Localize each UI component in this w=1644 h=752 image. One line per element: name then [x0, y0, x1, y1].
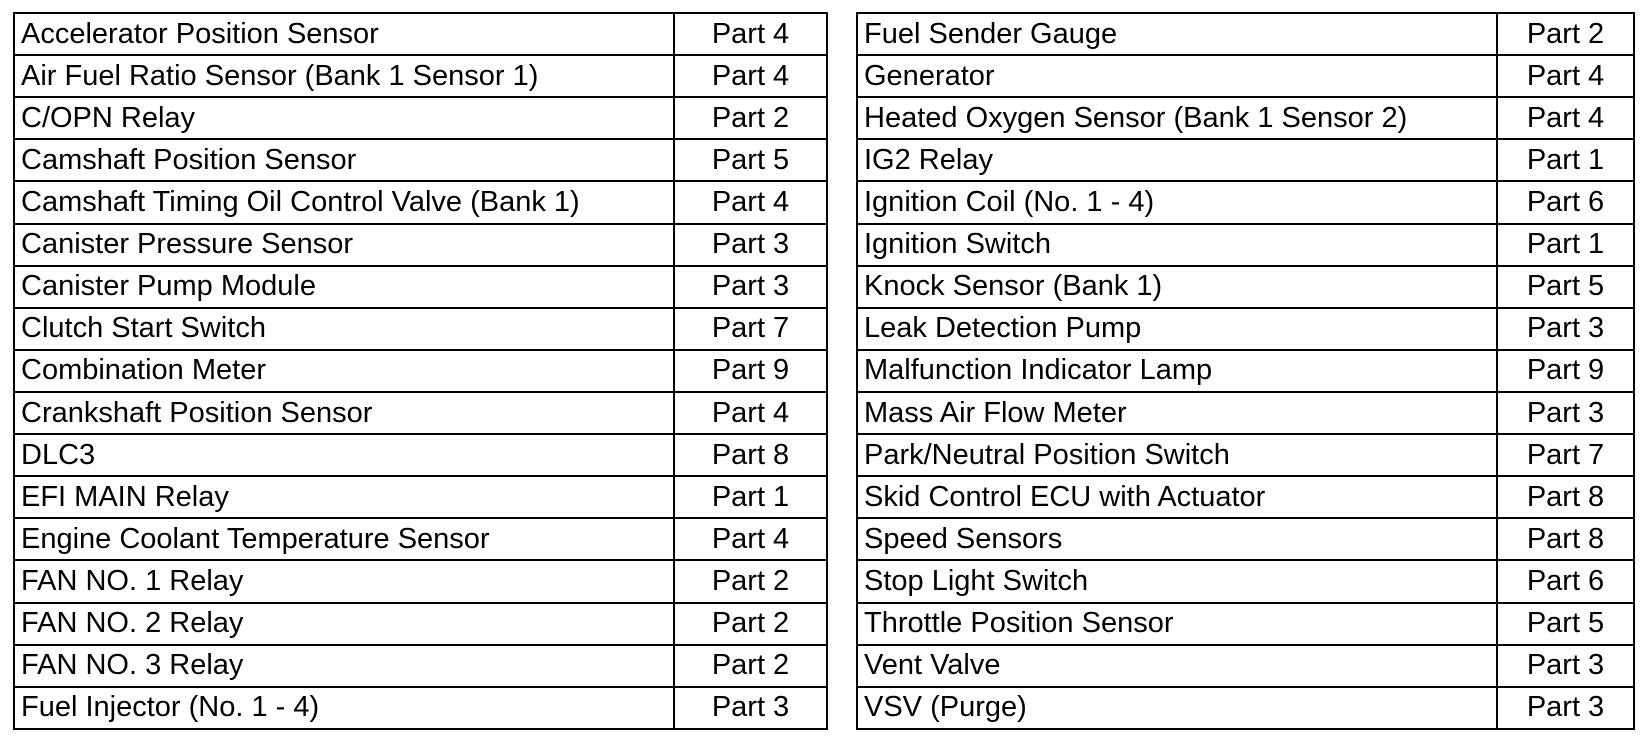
table-row [857, 55, 1634, 97]
part-number: Part 4 [674, 13, 827, 55]
component-table-left [13, 12, 828, 730]
table-row [857, 476, 1634, 518]
component-name: FAN NO. 1 Relay [14, 560, 674, 602]
part-number: Part 3 [1497, 645, 1634, 687]
component-name: Combination Meter [14, 350, 674, 392]
part-number: Part 5 [674, 139, 827, 181]
table-row [857, 266, 1634, 308]
part-number: Part 4 [674, 55, 827, 97]
component-name: IG2 Relay [857, 139, 1497, 181]
table-row [14, 13, 827, 55]
component-name: Generator [857, 55, 1497, 97]
part-number: Part 3 [674, 224, 827, 266]
component-name: Canister Pressure Sensor [14, 224, 674, 266]
table-row [857, 645, 1634, 687]
part-number: Part 4 [674, 518, 827, 560]
part-number: Part 4 [674, 181, 827, 223]
component-name: Accelerator Position Sensor [14, 13, 674, 55]
component-name: VSV (Purge) [857, 687, 1497, 729]
part-number: Part 3 [674, 687, 827, 729]
table-row [857, 603, 1634, 645]
part-number: Part 4 [674, 392, 827, 434]
part-number: Part 6 [1497, 181, 1634, 223]
part-number: Part 3 [1497, 308, 1634, 350]
component-table-right [856, 12, 1635, 730]
part-number: Part 1 [674, 476, 827, 518]
table-row [857, 392, 1634, 434]
part-number: Part 7 [1497, 434, 1634, 476]
part-number: Part 3 [674, 266, 827, 308]
part-number: Part 8 [1497, 476, 1634, 518]
component-name: EFI MAIN Relay [14, 476, 674, 518]
component-name: Engine Coolant Temperature Sensor [14, 518, 674, 560]
part-number: Part 2 [1497, 13, 1634, 55]
part-number: Part 4 [1497, 97, 1634, 139]
table-row [14, 392, 827, 434]
table-row [857, 687, 1634, 729]
table-row [857, 350, 1634, 392]
part-number: Part 2 [674, 645, 827, 687]
component-index [13, 12, 1631, 730]
component-name: Ignition Switch [857, 224, 1497, 266]
component-name: Mass Air Flow Meter [857, 392, 1497, 434]
part-number: Part 5 [1497, 603, 1634, 645]
component-name: Malfunction Indicator Lamp [857, 350, 1497, 392]
component-name: Speed Sensors [857, 518, 1497, 560]
table-row [14, 603, 827, 645]
part-number: Part 7 [674, 308, 827, 350]
part-number: Part 1 [1497, 139, 1634, 181]
component-name: Knock Sensor (Bank 1) [857, 266, 1497, 308]
table-row [857, 560, 1634, 602]
table-row [857, 97, 1634, 139]
table-row [14, 224, 827, 266]
component-name: Heated Oxygen Sensor (Bank 1 Sensor 2) [857, 97, 1497, 139]
table-row [857, 13, 1634, 55]
table-row [14, 350, 827, 392]
component-name: Crankshaft Position Sensor [14, 392, 674, 434]
table-row [14, 55, 827, 97]
part-number: Part 2 [674, 603, 827, 645]
component-name: Fuel Sender Gauge [857, 13, 1497, 55]
table-row [857, 181, 1634, 223]
component-name: Leak Detection Pump [857, 308, 1497, 350]
table-row [14, 181, 827, 223]
table-row [14, 266, 827, 308]
table-row [14, 97, 827, 139]
part-number: Part 2 [674, 560, 827, 602]
table-row [857, 518, 1634, 560]
table-row [857, 434, 1634, 476]
component-name: Stop Light Switch [857, 560, 1497, 602]
part-number: Part 2 [674, 97, 827, 139]
table-row [857, 224, 1634, 266]
part-number: Part 9 [674, 350, 827, 392]
part-number: Part 9 [1497, 350, 1634, 392]
part-number: Part 1 [1497, 224, 1634, 266]
component-name: FAN NO. 3 Relay [14, 645, 674, 687]
component-name: FAN NO. 2 Relay [14, 603, 674, 645]
component-name: Camshaft Position Sensor [14, 139, 674, 181]
table-row [14, 476, 827, 518]
table-row [14, 518, 827, 560]
component-name: Canister Pump Module [14, 266, 674, 308]
part-number: Part 5 [1497, 266, 1634, 308]
table-row [14, 687, 827, 729]
component-name: DLC3 [14, 434, 674, 476]
component-name: Air Fuel Ratio Sensor (Bank 1 Sensor 1) [14, 55, 674, 97]
part-number: Part 8 [674, 434, 827, 476]
table-row [14, 308, 827, 350]
component-name: Ignition Coil (No. 1 - 4) [857, 181, 1497, 223]
table-row [857, 139, 1634, 181]
table-row [14, 560, 827, 602]
table-row [14, 139, 827, 181]
part-number: Part 6 [1497, 560, 1634, 602]
table-row [857, 308, 1634, 350]
part-number: Part 8 [1497, 518, 1634, 560]
component-name: Vent Valve [857, 645, 1497, 687]
component-name: C/OPN Relay [14, 97, 674, 139]
part-number: Part 3 [1497, 392, 1634, 434]
component-name: Park/Neutral Position Switch [857, 434, 1497, 476]
component-name: Skid Control ECU with Actuator [857, 476, 1497, 518]
table-row [14, 645, 827, 687]
component-name: Throttle Position Sensor [857, 603, 1497, 645]
component-name: Clutch Start Switch [14, 308, 674, 350]
table-row [14, 434, 827, 476]
component-name: Fuel Injector (No. 1 - 4) [14, 687, 674, 729]
part-number: Part 3 [1497, 687, 1634, 729]
part-number: Part 4 [1497, 55, 1634, 97]
column-gap [828, 12, 856, 730]
component-name: Camshaft Timing Oil Control Valve (Bank 1) [14, 181, 674, 223]
